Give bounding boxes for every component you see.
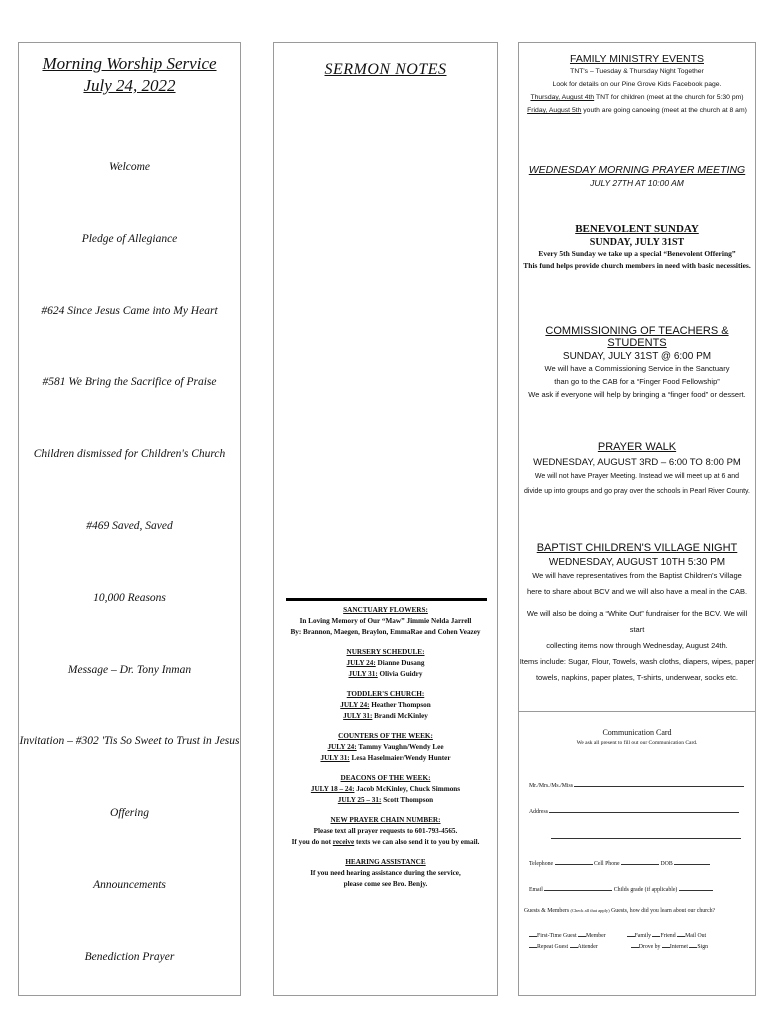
prayer-meeting-date: JULY 27TH AT 10:00 AM — [590, 178, 684, 188]
toddler-row: JULY 31: Brandi McKinley — [343, 712, 428, 720]
commissioning-line-1: We will have a Commissioning Service in the Sanctuary — [544, 364, 730, 373]
email-label: Email — [529, 887, 543, 893]
village-line-4: collecting items now through Wednesday, August 24th. — [546, 641, 728, 650]
prayer-meeting-event — [519, 164, 755, 188]
options-row-1 — [529, 930, 745, 939]
events-panel — [518, 42, 756, 996]
address-field[interactable]: Address — [529, 806, 745, 815]
nursery-section — [274, 647, 497, 680]
flowers-text-1: In Loving Memory of Our “Maw” Jimmie Nelda Jarrell — [299, 617, 472, 625]
childs-grade-field[interactable] — [679, 884, 713, 891]
telephone-label: Telephone — [529, 861, 554, 867]
childrens-village-event — [519, 542, 755, 686]
option-friend: Friend — [660, 933, 676, 939]
service-item-benediction: Benediction Prayer — [84, 950, 175, 963]
guests-members-label: Guests & Members — [524, 908, 570, 914]
benevolent-line-2: This fund helps provide church members in need with basic necessities. — [523, 261, 751, 270]
divider-rule — [286, 598, 487, 601]
village-line-3: We will also be doing a “White Out” fundraiser for the BCV. We will start — [526, 609, 748, 634]
hearing-text-1: If you need hearing assistance during the service, — [310, 869, 461, 877]
option-drove-by: Drove by — [638, 944, 661, 950]
counters-row: JULY 24: Tammy Vaughn/Wendy Lee — [327, 743, 444, 751]
order-of-service-panel — [18, 42, 241, 996]
hearing-heading: HEARING ASSISTANCE — [345, 858, 426, 866]
option-mail-out: Mail Out — [685, 933, 707, 939]
service-item-invitation: Invitation – #302 'Tis So Sweet to Trust in Jesus — [19, 735, 240, 748]
toddler-row: JULY 24: Heather Thompson — [340, 701, 431, 709]
commissioning-line-3: We ask if everyone will help by bringing a “finger food” or dessert. — [528, 390, 746, 399]
village-line-5: Items include: Sugar, Flour, Towels, wash cloths, diapers, wipes, paper — [519, 657, 755, 666]
commissioning-line-2: than go to the CAB for a “Finger Food Fellowship” — [554, 377, 720, 386]
deacons-row: JULY 18 – 24: Jacob McKinley, Chuck Simmons — [310, 785, 461, 793]
childs-grade-label: Childs grade (if applicable) — [613, 887, 678, 893]
village-line-1: We will have representatives from the Baptist Children's Village — [532, 571, 742, 580]
service-item-offering: Offering — [110, 807, 149, 820]
service-item-message: Message – Dr. Tony Inman — [67, 663, 192, 676]
option-internet: Internet — [669, 944, 688, 950]
communication-card — [519, 711, 755, 950]
dob-field[interactable] — [674, 858, 710, 865]
deacons-section — [274, 773, 497, 806]
sanctuary-flowers-section — [274, 605, 497, 638]
service-item-childrens-church: Children dismissed for Children's Church — [33, 448, 226, 461]
option-first-time: First-Time Guest — [537, 933, 577, 939]
village-line-2: here to share about BCV and we will also have a meal in the CAB. — [526, 587, 748, 596]
learn-label: Guests, how did you learn about our church? — [611, 908, 716, 914]
counters-row: JULY 31: Lesa Haselmaier/Wendy Hunter — [320, 754, 451, 762]
prayer-chain-text-1: Please text all prayer requests to 601-793-4565. — [313, 827, 458, 835]
family-events-title: FAMILY MINISTRY EVENTS — [569, 53, 704, 65]
counters-section — [274, 731, 497, 764]
family-ministry-events — [519, 53, 755, 117]
address-line-2[interactable] — [529, 832, 745, 841]
option-sign: Sign — [697, 944, 709, 950]
service-item-hymn-469: #469 Saved, Saved — [86, 519, 173, 532]
hearing-section — [274, 857, 497, 890]
service-title-block — [19, 53, 240, 97]
benevolent-title: BENEVOLENT SUNDAY — [575, 223, 699, 235]
commissioning-title: COMMISSIONING OF TEACHERS & STUDENTS — [545, 325, 729, 349]
family-line-4: Friday, August 5th youth are going canoeing (meet at the church at 8 am) — [527, 107, 747, 114]
commissioning-date: SUNDAY, JULY 31ST @ 6:00 PM — [562, 351, 712, 362]
hearing-text-2: please come see Bro. Benjy. — [343, 880, 428, 888]
commissioning-event — [519, 325, 755, 401]
prayer-chain-section — [274, 815, 497, 848]
order-of-service-list — [19, 161, 240, 1023]
prayer-chain-heading: NEW PRAYER CHAIN NUMBER: — [330, 816, 441, 824]
church-info — [274, 605, 497, 899]
option-repeat-guest: Repeat Guest — [537, 944, 569, 950]
nursery-row: JULY 24: Dianne Dusang — [346, 659, 425, 667]
phone-row — [529, 858, 745, 867]
prayer-walk-event — [519, 441, 755, 498]
toddler-heading: TODDLER'S CHURCH: — [346, 690, 425, 698]
check-note: (Check all that apply) — [570, 908, 610, 913]
cell-phone-label: Cell Phone — [593, 861, 620, 867]
email-row — [529, 884, 745, 893]
benevolent-date: SUNDAY, JULY 31ST — [589, 237, 685, 248]
option-attender: Attender — [577, 944, 598, 950]
flowers-heading: SANCTUARY FLOWERS: — [343, 606, 428, 614]
service-title: Morning Worship Service — [42, 54, 217, 73]
service-item-pledge: Pledge of Allegiance — [81, 232, 178, 245]
option-member: Member — [586, 933, 606, 939]
sermon-notes-panel — [273, 42, 498, 996]
counters-heading: COUNTERS OF THE WEEK: — [338, 732, 433, 740]
option-family: Family — [634, 933, 652, 939]
telephone-field[interactable] — [555, 858, 593, 865]
prayer-walk-line-2: divide up into groups and go pray over the schools in Pearl River County. — [524, 488, 750, 495]
name-field[interactable]: Mr./Mrs./Ms./Miss — [529, 780, 745, 789]
nursery-heading: NURSERY SCHEDULE: — [346, 648, 425, 656]
card-subtitle: We ask all present to fill out our Communication Card. — [576, 740, 698, 746]
toddler-section — [274, 689, 497, 722]
prayer-walk-title: PRAYER WALK — [597, 441, 677, 453]
family-line-1: TNT's – Tuesday & Thursday Night Together — [570, 68, 704, 75]
deacons-row: JULY 25 – 31: Scott Thompson — [337, 796, 434, 804]
service-date: July 24, 2022 — [83, 76, 176, 95]
card-title: Communication Card — [602, 728, 672, 737]
village-title: BAPTIST CHILDREN'S VILLAGE NIGHT — [536, 542, 738, 554]
benevolent-sunday-event — [519, 223, 755, 272]
service-item-hymn-581: #581 We Bring the Sacrifice of Praise — [42, 376, 217, 389]
village-line-6: towels, napkins, paper plates, T-shirts, underwear, socks etc. — [535, 673, 739, 682]
service-item-announcements: Announcements — [93, 878, 166, 891]
prayer-walk-line-1: We will not have Prayer Meeting. Instead we will meet up at 6 and — [534, 473, 740, 480]
village-date: WEDNESDAY, AUGUST 10TH 5:30 PM — [548, 557, 726, 568]
benevolent-line-1: Every 5th Sunday we take up a special “Benevolent Offering” — [538, 249, 736, 258]
deacons-heading: DEACONS OF THE WEEK: — [340, 774, 431, 782]
options-row-2 — [529, 941, 745, 950]
prayer-chain-text-2: If you do not receive texts we can also send it to you by email. — [291, 838, 480, 846]
sermon-notes-title: SERMON NOTES — [324, 61, 447, 78]
service-item-10000-reasons: 10,000 Reasons — [93, 591, 166, 604]
guests-heading-row — [524, 908, 745, 914]
family-line-3: Thursday, August 4th TNT for children (meet at the church for 5:30 pm) — [530, 94, 744, 101]
email-field[interactable] — [544, 884, 612, 891]
prayer-walk-date: WEDNESDAY, AUGUST 3RD – 6:00 TO 8:00 PM — [533, 457, 741, 468]
cell-phone-field[interactable] — [621, 858, 659, 865]
flowers-text-2: By: Brannon, Maegen, Braylon, EmmaRae and Cohen Veazey — [290, 628, 481, 636]
prayer-meeting-title: WEDNESDAY MORNING PRAYER MEETING — [528, 164, 746, 176]
nursery-row: JULY 31: Olivia Guidry — [348, 670, 423, 678]
dob-label: DOB — [660, 861, 673, 867]
family-line-2: Look for details on our Pine Grove Kids Facebook page. — [552, 81, 722, 88]
service-item-welcome: Welcome — [108, 161, 151, 173]
service-item-hymn-624: #624 Since Jesus Came into My Heart — [41, 304, 218, 317]
